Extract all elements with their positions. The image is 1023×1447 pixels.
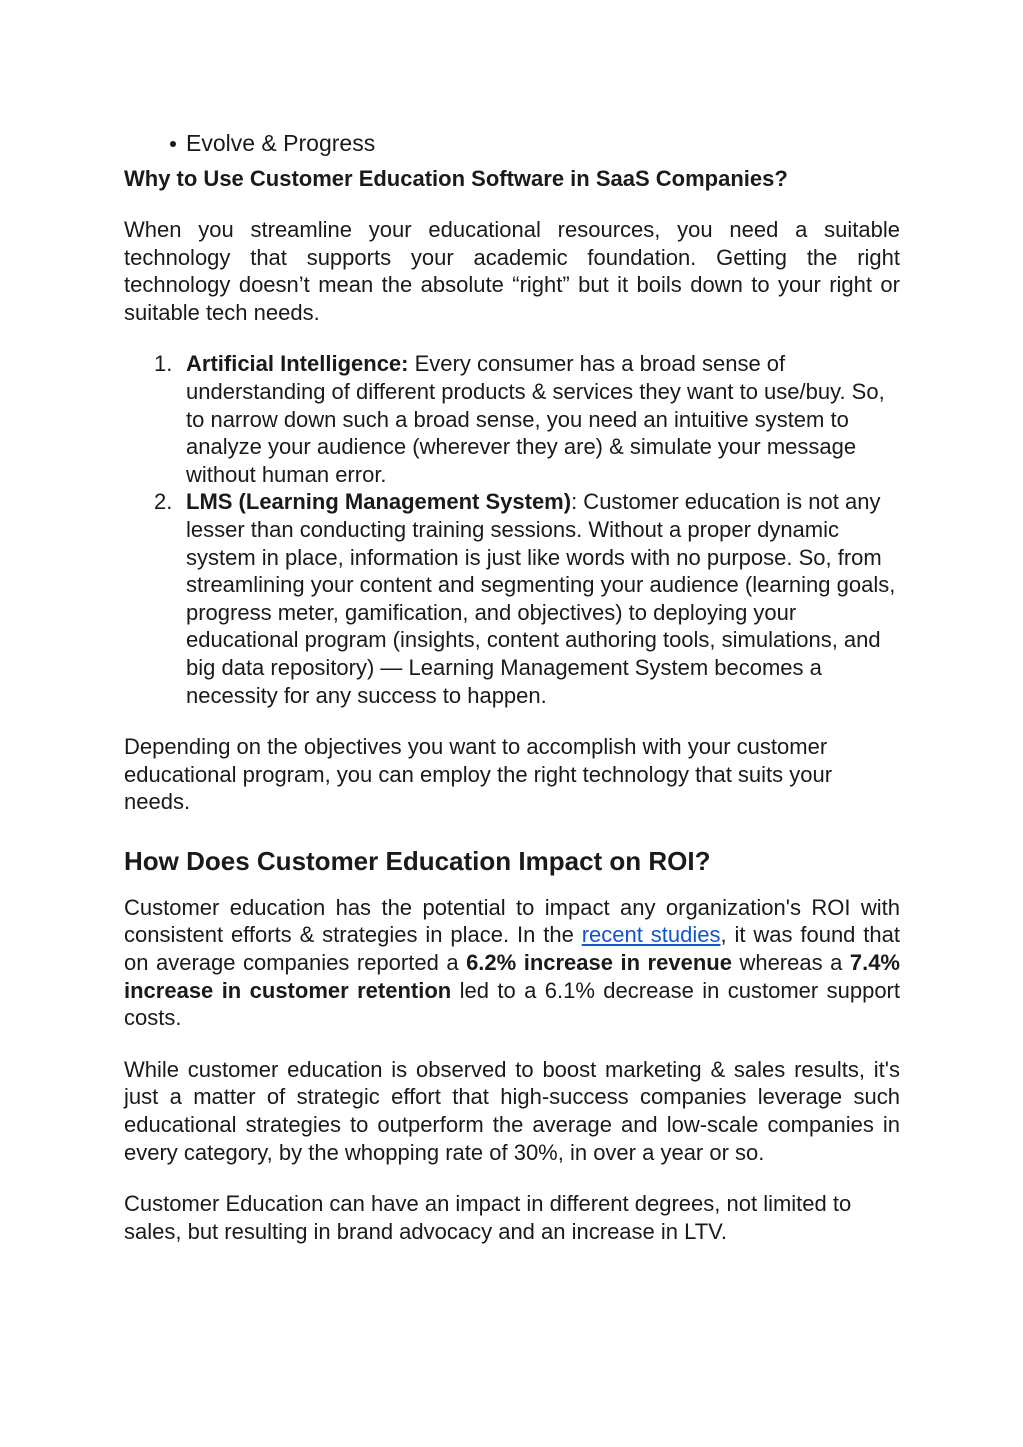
bullet-dot-icon (170, 141, 176, 147)
list-item-text: Every consumer has a broad sense of understanding of different products & services they want to use/buy. So, to narrow down such a broad sense, you need an intuitive system to analyze your audience (wherever they are) & simulate your message without human error. (186, 351, 885, 487)
list-item-lms (124, 488, 900, 709)
numbered-list (124, 350, 900, 709)
list-item-ai (124, 350, 900, 488)
list-item-term: Artificial Intelligence: (186, 351, 409, 377)
intro-paragraph: When you streamline your educational resources, you need a suitable technology that supports your academic foundation. Getting the right technology doesn’t mean the absolute “right” but it boils down to your right or suitable tech needs. (124, 217, 900, 325)
recent-studies-link[interactable]: recent studies (581, 922, 721, 948)
revenue-stat: 6.2% increase in revenue (466, 950, 732, 976)
section-subheading: Why to Use Customer Education Software in SaaS Companies? (124, 166, 788, 191)
list-item-term: LMS (Learning Management System) (186, 489, 572, 515)
closing-paragraph: Customer Education can have an impact in different degrees, not limited to sales, but resulting in brand advocacy and an increase in LTV. (124, 1191, 852, 1244)
bullet-list (124, 128, 900, 158)
marketing-paragraph: While customer education is observed to boost marketing & sales results, it's just a matter of strategic effort that high-success companies leverage such educational strategies to outperform the average and low-scale companies in every category, by the whopping rate of 30%, in over a year or so. (124, 1056, 900, 1165)
bullet-item-text: Evolve & Progress (186, 130, 376, 156)
list-item-text: : Customer education is not any lesser than conducting training sessions. Without a proper dynamic system in place, information is just like words with no purpose. So, from streamlining your content and segmenting your audience (learning goals, progress meter, gamification, and objectives) to deploying your educational program (insights, content authoring tools, simulations, and big data repository) — Learning Management System becomes a necessity for any success to happen. (186, 489, 896, 708)
list-number: 1. (154, 351, 173, 377)
objectives-paragraph: Depending on the objectives you want to accomplish with your customer educational program, you can employ the right technology that suits your needs. (124, 734, 833, 815)
roi-text-part3: whereas a (731, 950, 850, 976)
roi-heading: How Does Customer Education Impact on ROI? (124, 845, 711, 876)
roi-paragraph (124, 894, 900, 1032)
roi-text-part2: , it was found that on average companies reported a (124, 922, 901, 976)
retention-stat: 7.4% increase in customer retention (124, 950, 900, 1003)
document-page (124, 128, 900, 1245)
roi-text-part4: led to a 6.1% decrease in customer support costs. (124, 977, 900, 1031)
list-number: 2. (154, 489, 173, 515)
roi-text-part1: Customer education has the potential to impact any organization's ROI with consistent efforts & strategies in place. In the (124, 894, 900, 948)
bullet-item (124, 128, 900, 158)
